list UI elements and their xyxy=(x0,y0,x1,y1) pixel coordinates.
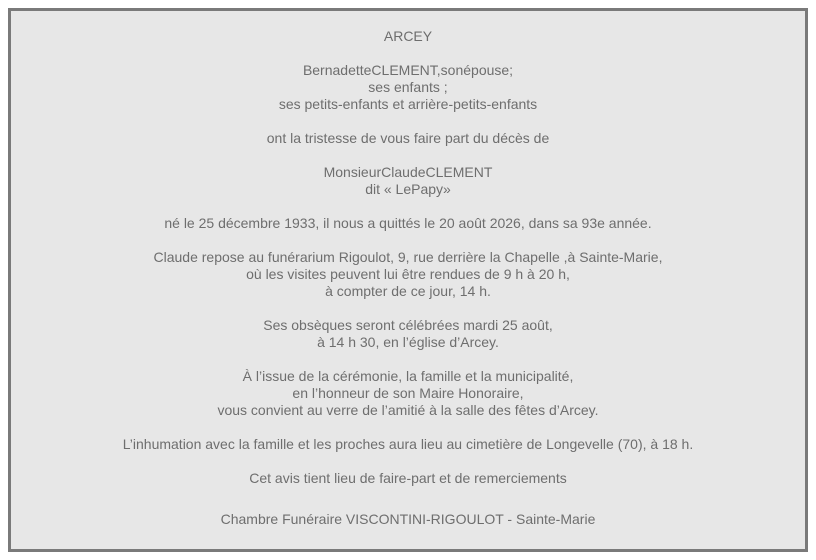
spacer xyxy=(11,147,805,164)
spacer xyxy=(11,113,805,130)
spacer xyxy=(11,300,805,317)
family-line-children: ses enfants ; xyxy=(368,79,448,95)
reception-line-2: en l’honneur de son Maire Honoraire, xyxy=(292,385,524,401)
spacer xyxy=(11,487,805,511)
closing-line: Cet avis tient lieu de faire-part et de remerciements xyxy=(249,470,567,486)
family-line-spouse: BernadetteCLEMENT,sonépouse; xyxy=(302,62,514,78)
obituary-notice-text xyxy=(11,28,805,528)
funeral-line-1: Ses obsèques seront célébrées mardi 25 août, xyxy=(263,317,553,333)
rest-line-3: à compter de ce jour, 14 h. xyxy=(325,283,491,299)
spacer xyxy=(11,45,805,62)
dates-line: né le 25 décembre 1933, il nous a quittés le 20 août 2026, dans sa 93e année. xyxy=(164,215,652,231)
spacer xyxy=(11,351,805,368)
spacer xyxy=(11,453,805,470)
rest-line-2: où les visites peuvent lui être rendues de 9 h à 20 h, xyxy=(246,266,570,282)
funeral-home-line: Chambre Funéraire VISCONTINI-RIGOULOT - Sainte-Marie xyxy=(220,511,596,527)
spacer xyxy=(11,419,805,436)
obituary-notice-frame xyxy=(8,8,808,552)
deceased-nickname: dit « LePapy» xyxy=(365,181,451,197)
rest-line-1: Claude repose au funérarium Rigoulot, 9, rue derrière la Chapelle ,à Sainte-Marie, xyxy=(153,249,663,265)
burial-line: L’inhumation avec la famille et les proches aura lieu au cimetière de Longevelle (70), à 18 h. xyxy=(122,436,694,452)
deceased-name: MonsieurClaudeCLEMENT xyxy=(323,164,493,180)
reception-line-3: vous convient au verre de l’amitié à la salle des fêtes d’Arcey. xyxy=(217,402,599,418)
funeral-line-2: à 14 h 30, en l’église d’Arcey. xyxy=(317,334,499,350)
spacer xyxy=(11,198,805,215)
reception-line-1: À l’issue de la cérémonie, la famille et la municipalité, xyxy=(242,368,574,384)
announcement-line: ont la tristesse de vous faire part du décès de xyxy=(266,130,550,146)
spacer xyxy=(11,232,805,249)
family-line-grandchildren: ses petits-enfants et arrière-petits-enfants xyxy=(278,96,538,112)
town-heading: ARCEY xyxy=(383,28,433,44)
